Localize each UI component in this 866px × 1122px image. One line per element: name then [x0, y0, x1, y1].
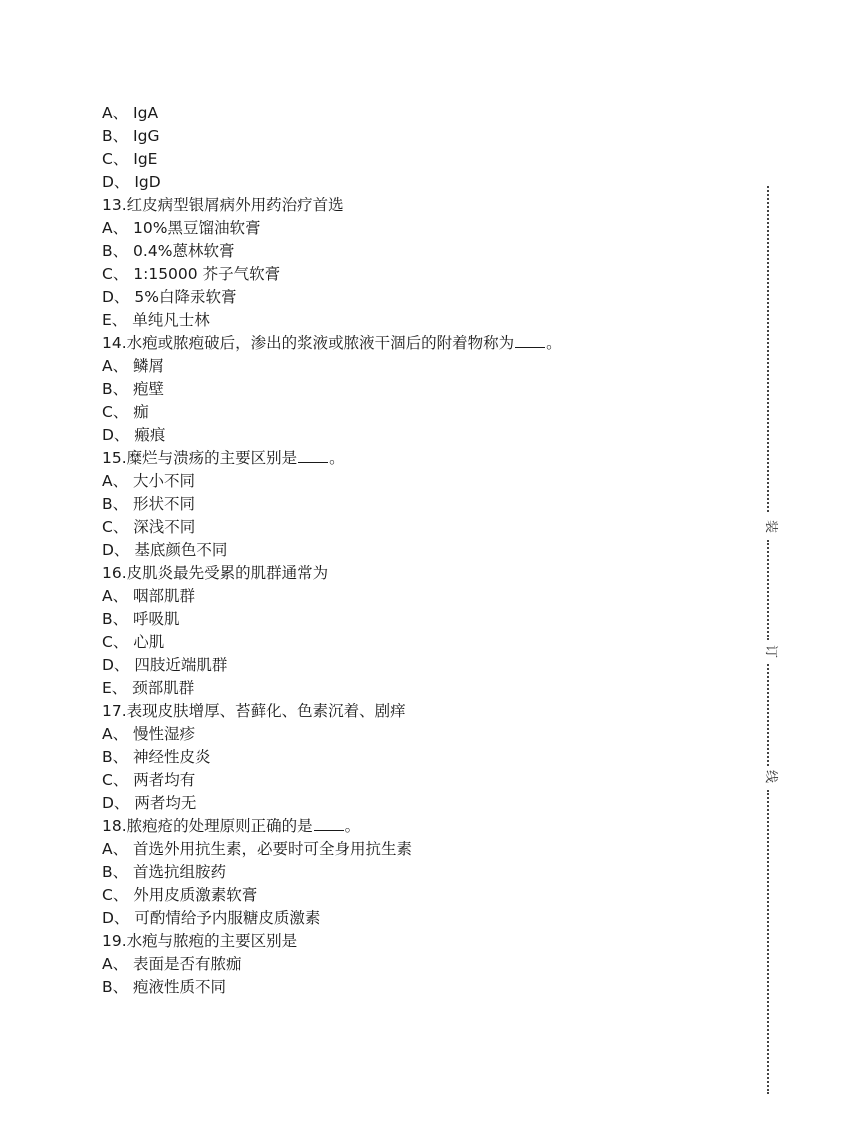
line-text: A、 咽部肌群 — [102, 587, 196, 605]
binding-label-xian: 线 — [763, 769, 779, 784]
answer-option — [102, 355, 722, 378]
line-text: D、 IgD — [102, 173, 161, 191]
answer-option — [102, 309, 722, 332]
answer-option — [102, 953, 722, 976]
line-text: A、 鳞屑 — [102, 357, 165, 375]
line-text: B、 呼吸肌 — [102, 610, 180, 628]
line-suffix: 。 — [344, 817, 361, 835]
answer-option — [102, 378, 722, 401]
answer-option — [102, 102, 722, 125]
line-text: E、 颈部肌群 — [102, 679, 195, 697]
answer-option — [102, 631, 722, 654]
binding-label-ding: 订 — [763, 644, 779, 659]
line-text: B、 IgG — [102, 127, 160, 145]
line-text: B、 首选抗组胺药 — [102, 863, 227, 881]
line-text: 15.糜烂与溃疡的主要区别是 — [102, 449, 298, 467]
answer-option — [102, 746, 722, 769]
answer-option — [102, 838, 722, 861]
answer-option — [102, 539, 722, 562]
answer-option — [102, 907, 722, 930]
line-text: 19.水疱与脓疱的主要区别是 — [102, 932, 298, 950]
line-text: B、 形状不同 — [102, 495, 196, 513]
answer-option — [102, 976, 722, 999]
line-text: E、 单纯凡士林 — [102, 311, 210, 329]
answer-option — [102, 585, 722, 608]
line-text: C、 外用皮质激素软膏 — [102, 886, 258, 904]
answer-option — [102, 769, 722, 792]
question-stem — [102, 332, 722, 355]
binding-line-3 — [767, 664, 769, 766]
line-text: A、 10%黑豆馏油软膏 — [102, 219, 261, 237]
answer-option — [102, 263, 722, 286]
answer-blank — [515, 333, 545, 348]
question-stem — [102, 447, 722, 470]
answer-option — [102, 792, 722, 815]
answer-option — [102, 723, 722, 746]
line-text: B、 疱壁 — [102, 380, 165, 398]
line-text: C、 心肌 — [102, 633, 165, 651]
answer-option — [102, 861, 722, 884]
line-text: D、 瘢痕 — [102, 426, 166, 444]
answer-option — [102, 493, 722, 516]
question-stem — [102, 194, 722, 217]
line-text: 13.红皮病型银屑病外用药治疗首选 — [102, 196, 344, 214]
line-text: A、 表面是否有脓痂 — [102, 955, 242, 973]
answer-option — [102, 148, 722, 171]
answer-option — [102, 516, 722, 539]
line-text: D、 两者均无 — [102, 794, 197, 812]
line-text: A、 IgA — [102, 104, 159, 122]
binding-label-zhuang: 装 — [763, 519, 779, 534]
answer-option — [102, 677, 722, 700]
question-stem — [102, 815, 722, 838]
line-text: D、 可酌情给予内服糖皮质激素 — [102, 909, 321, 927]
answer-option — [102, 654, 722, 677]
answer-option — [102, 884, 722, 907]
line-text: C、 IgE — [102, 150, 158, 168]
line-text: A、 慢性湿疹 — [102, 725, 196, 743]
answer-option — [102, 424, 722, 447]
answer-option — [102, 401, 722, 424]
line-suffix: 。 — [329, 449, 345, 467]
question-stem — [102, 700, 722, 723]
line-text: C、 两者均有 — [102, 771, 196, 789]
line-text: A、 首选外用抗生素，必要时可全身用抗生素 — [102, 840, 413, 858]
line-text: B、 疱液性质不同 — [102, 978, 227, 996]
line-text: 16.皮肌炎最先受累的肌群通常为 — [102, 564, 329, 582]
line-text: D、 基底颜色不同 — [102, 541, 228, 559]
line-text: 14.水疱或脓疱破后，渗出的浆液或脓液干涸后的附着物称为 — [102, 334, 515, 352]
answer-option — [102, 286, 722, 309]
answer-option — [102, 608, 722, 631]
answer-option — [102, 171, 722, 194]
binding-line-2 — [767, 540, 769, 640]
line-text: C、 痂 — [102, 403, 149, 421]
line-text: B、 0.4%蒽林软膏 — [102, 242, 235, 260]
line-text: A、 大小不同 — [102, 472, 196, 490]
question-list — [102, 102, 722, 999]
line-suffix: 。 — [546, 334, 562, 352]
line-text: 18.脓疱疮的处理原则正确的是 — [102, 817, 313, 835]
answer-option — [102, 240, 722, 263]
question-stem — [102, 930, 722, 953]
answer-blank — [298, 448, 328, 463]
binding-line-1 — [767, 186, 769, 512]
line-text: B、 神经性皮炎 — [102, 748, 211, 766]
answer-option — [102, 125, 722, 148]
line-text: D、 5%白降汞软膏 — [102, 288, 237, 306]
line-text: C、 深浅不同 — [102, 518, 196, 536]
binding-line-4 — [767, 790, 769, 1094]
answer-blank — [314, 816, 344, 831]
line-text: C、 1:15000 芥子气软膏 — [102, 265, 281, 283]
line-text: D、 四肢近端肌群 — [102, 656, 228, 674]
question-stem — [102, 562, 722, 585]
line-text: 17.表现皮肤增厚、苔藓化、色素沉着、剧痒 — [102, 702, 406, 720]
answer-option — [102, 217, 722, 240]
answer-option — [102, 470, 722, 493]
